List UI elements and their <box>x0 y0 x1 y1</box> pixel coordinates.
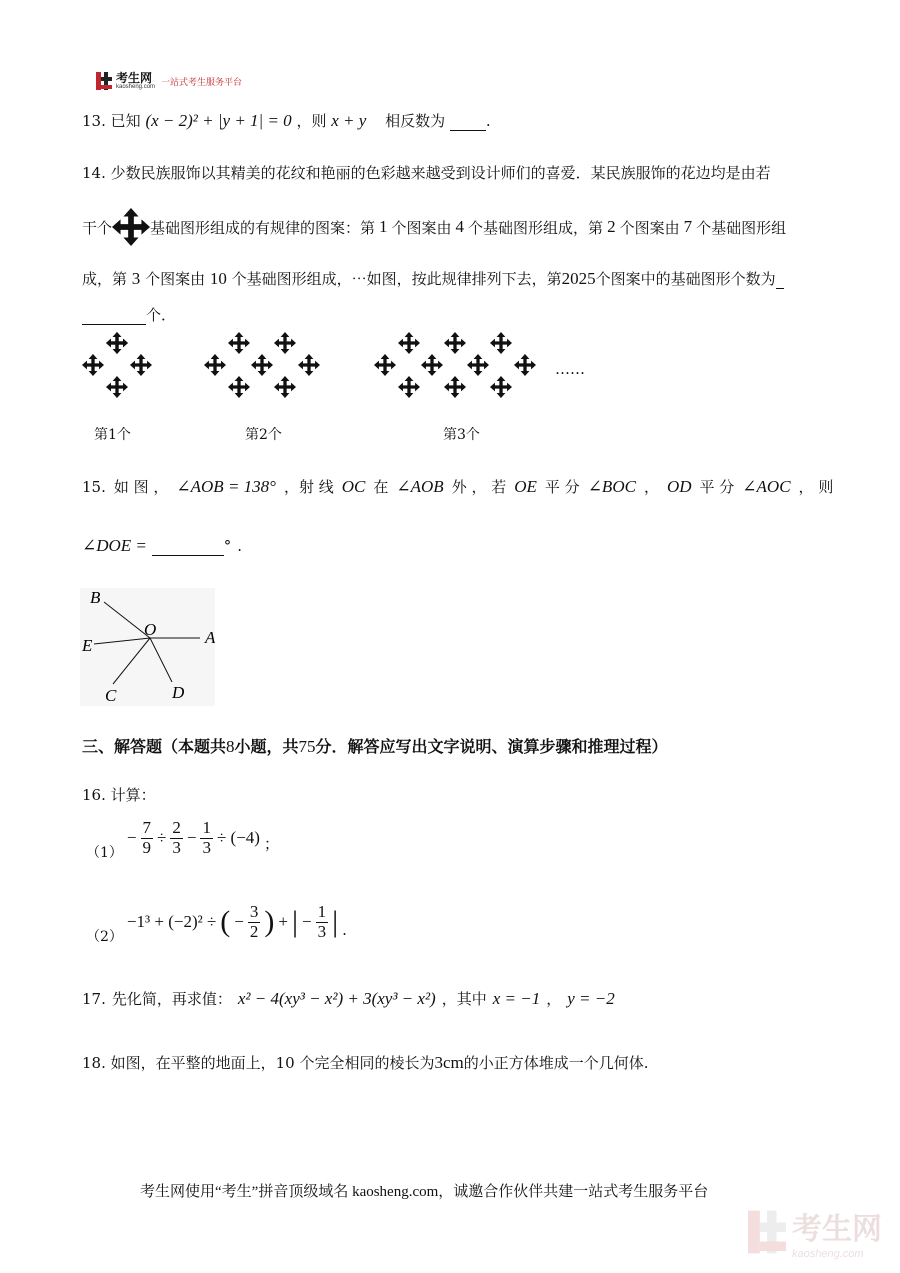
answer-blank <box>450 115 486 131</box>
base-shape <box>228 376 250 398</box>
label-d: D <box>172 683 185 702</box>
q13-post: 相反数为 <box>385 112 446 130</box>
q15-math: ∠AOB = 138° <box>176 477 276 496</box>
numerator: 3 <box>249 901 259 921</box>
watermark-domain: kaosheng.com <box>792 1248 864 1260</box>
q14-number: 7 <box>683 217 693 236</box>
q14-text: 个基础图形组成，⋯如图，按此规律排列下去，第 <box>231 270 562 288</box>
denominator: 2 <box>249 921 259 941</box>
q18-text: 的小正方体堆成一个几何体. <box>463 1054 649 1072</box>
base-shape <box>106 376 128 398</box>
q14-text: 个基础图形组 <box>696 218 787 237</box>
base-shape <box>514 354 536 376</box>
logo-text <box>116 70 156 90</box>
q16-expr: ÷ (−4) <box>216 828 260 847</box>
q15-text: 在 <box>373 478 389 496</box>
section-title: 三、解答题（本题共 <box>82 737 227 756</box>
q14-number: 3 <box>131 269 141 288</box>
numerator: 1 <box>202 817 211 837</box>
q17-text: ，其中 <box>441 990 487 1008</box>
section-number: 8 <box>226 737 235 756</box>
q14-text: 少数民族服饰以其精美的花纹和艳丽的色彩越来越受到设计师们的喜爱．某民族服饰的花边均是由若 <box>110 164 771 182</box>
q17-text: 先化简，再求值： <box>111 990 232 1008</box>
q13-sum: x + y <box>331 111 367 130</box>
base-shape <box>204 354 226 376</box>
base-shape <box>374 354 396 376</box>
base-shape <box>274 332 296 354</box>
denominator: 3 <box>317 921 327 941</box>
q18-text: 如图，在平整的地面上，10 个完全相同的棱长为 <box>110 1054 435 1072</box>
base-shape <box>106 332 128 354</box>
q15-text: ，射 线 <box>283 478 334 496</box>
question-15-line-2 <box>82 536 242 556</box>
q15-math: ∠AOC <box>742 477 791 496</box>
answer-blank <box>152 540 224 556</box>
watermark-logo-icon <box>748 1210 786 1254</box>
pattern-1-label: 第1个 <box>94 427 131 443</box>
q15-math: OE <box>514 477 537 496</box>
answer-blank <box>82 309 146 325</box>
q15-math: OC <box>341 477 366 496</box>
section-title: 小题，共 <box>234 737 299 756</box>
question-number: 16. <box>82 786 106 804</box>
pattern-ellipsis: …… <box>555 360 585 378</box>
question-13 <box>82 110 491 131</box>
logo-slogan: 一站式考生服务平台 <box>161 76 243 87</box>
question-14-line-3 <box>82 268 784 289</box>
q14-text: 个图案中的基础图形个数为 <box>595 270 776 288</box>
q14-text: 干个 <box>82 218 113 237</box>
logo-mark-icon <box>96 72 112 90</box>
q13-end: . <box>485 112 491 130</box>
q16-expr: −1³ + (−2)² ÷ <box>126 912 217 931</box>
fraction <box>141 819 154 857</box>
question-14-line-1 <box>82 162 771 183</box>
base-shape <box>251 354 273 376</box>
q16-part-2: （2） −1³ + (−2)² ÷ ( − $\frac{3}{2}$ ) + | − $\frac{1}{3}$ | . <box>86 901 347 945</box>
q14-text: 个图案由 <box>619 218 680 237</box>
question-number: 15. <box>82 478 106 496</box>
label-e: E <box>82 636 93 655</box>
q15-math: ∠AOB <box>396 477 444 496</box>
base-shape <box>228 332 250 354</box>
base-shape <box>398 332 420 354</box>
q15-math: ∠DOE = <box>82 536 147 555</box>
q16-text: 计算： <box>110 786 156 804</box>
question-number: 18. <box>82 1054 106 1072</box>
q16-end: . <box>342 921 347 939</box>
q14-text: 基础图形组成的有规律的图案：第 <box>150 218 376 237</box>
q14-text: 个图案由 <box>145 270 206 288</box>
question-15-line-1 <box>82 476 833 497</box>
denominator: 9 <box>142 837 152 857</box>
question-number: 17. <box>82 990 106 1008</box>
section-title: 分．解答应写出文字说明、演算步骤和推理过程） <box>315 737 668 756</box>
label-c: C <box>105 686 117 705</box>
pattern-2-label: 第2个 <box>245 427 282 443</box>
watermark <box>748 1204 882 1260</box>
q15-degree: ° <box>223 537 232 555</box>
watermark-text <box>792 1204 882 1260</box>
q15-text: 平 分 <box>699 478 735 496</box>
q15-math: OD <box>666 477 692 496</box>
question-number: 13. <box>82 112 106 130</box>
page-footer: 考生网使用“考生”拼音顶级域名 kaosheng.com，诚邀合作伙伴共建一站式考生服务平台 <box>140 1184 709 1200</box>
pattern-3-label: 第3个 <box>443 427 480 443</box>
fraction <box>170 819 183 857</box>
q14-number: 10 <box>209 269 227 288</box>
question-number: 14. <box>82 164 106 182</box>
question-14-line-4 <box>82 304 176 325</box>
q18-unit: 3cm <box>434 1053 464 1072</box>
q13-equation: (x − 2)² + |y + 1| = 0 <box>145 111 292 130</box>
fraction <box>200 819 213 857</box>
q17-text: ， <box>546 990 562 1008</box>
q17-expression: x² − 4(xy³ − x²) + 3(xy³ − x²) <box>237 989 436 1008</box>
numerator: 7 <box>142 817 152 837</box>
base-shape <box>82 354 104 376</box>
q14-number: 2 <box>607 217 616 236</box>
base-shape <box>490 376 512 398</box>
site-logo[interactable] <box>96 72 242 90</box>
q14-text: 个基础图形组成，第 <box>468 218 604 237</box>
q17-x-value: x = −1 <box>492 989 541 1008</box>
q13-mid: ，则 <box>296 112 327 130</box>
base-shape <box>444 332 466 354</box>
logo-domain: kaosheng.com <box>116 83 156 90</box>
q15-text: ， <box>643 478 659 496</box>
answer-blank <box>776 273 784 289</box>
q15-text: ， 则 <box>798 478 834 496</box>
q17-y-value: y = −2 <box>567 989 615 1008</box>
q15-angle-figure <box>80 588 215 706</box>
q15-math: ∠BOC <box>587 477 636 496</box>
q14-number: 4 <box>455 217 465 236</box>
section-3-heading <box>82 734 668 757</box>
q16-end: ； <box>263 834 279 853</box>
q14-text: 个． <box>146 306 177 324</box>
q16-part-1: （1） − $\frac{7}{9}$ ÷ $\frac{2}{3}$ − $\frac{1}{3}$ ÷ (−4) ； <box>86 817 279 861</box>
part-label: （1） <box>86 845 123 861</box>
base-shape <box>130 354 152 376</box>
label-a: A <box>205 628 215 647</box>
q14-pattern-shapes <box>78 330 598 410</box>
base-shape <box>490 332 512 354</box>
part-label: （2） <box>86 929 123 945</box>
base-shape <box>298 354 320 376</box>
question-18 <box>82 1052 649 1073</box>
q14-text: 成，第 <box>82 270 128 288</box>
base-shape <box>467 354 489 376</box>
q14-text: 个图案由 <box>391 218 452 237</box>
question-14-line-2 <box>82 208 786 246</box>
fraction <box>316 903 329 941</box>
q14-number: 1 <box>379 217 388 236</box>
question-16 <box>82 784 156 805</box>
base-shape <box>421 354 443 376</box>
denominator: 3 <box>202 837 211 857</box>
q15-text: 如 图 ， <box>113 478 169 496</box>
fraction <box>248 903 261 941</box>
q14-number: 2025 <box>561 269 596 288</box>
q13-pre: 已知 <box>110 112 141 130</box>
base-shape <box>274 376 296 398</box>
cross-arrow-icon <box>112 208 150 246</box>
q15-text: 外 ， 若 <box>451 478 507 496</box>
label-o: O <box>144 620 157 639</box>
q15-text: 平 分 <box>544 478 580 496</box>
question-17 <box>82 988 615 1009</box>
denominator: 3 <box>172 837 181 857</box>
numerator: 1 <box>317 901 327 921</box>
base-shape <box>444 376 466 398</box>
logo-name: 考生网 <box>116 70 153 85</box>
numerator: 2 <box>172 817 181 837</box>
section-number: 75 <box>298 737 316 756</box>
label-b: B <box>90 588 101 607</box>
q15-end: . <box>237 537 242 555</box>
watermark-name: 考生网 <box>792 1213 882 1246</box>
base-shape <box>398 376 420 398</box>
